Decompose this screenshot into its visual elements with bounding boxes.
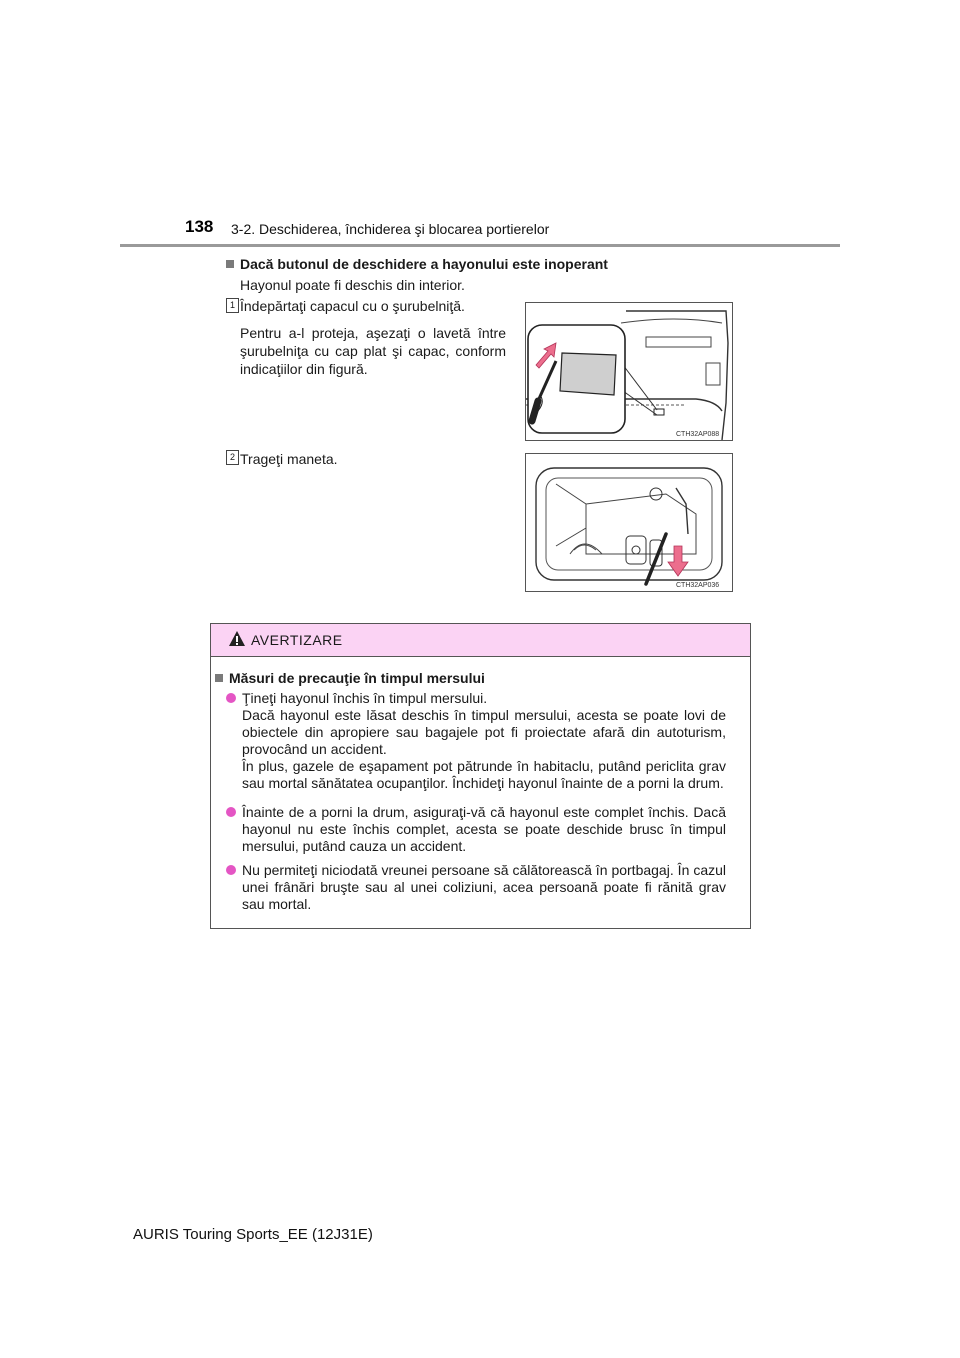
warning-header xyxy=(211,624,750,657)
footer-model-code: AURIS Touring Sports_EE (12J31E) xyxy=(133,1226,373,1243)
warning-box xyxy=(210,623,751,929)
bullet-dot-icon xyxy=(226,865,236,875)
page-number: 138 xyxy=(185,217,214,236)
warning-bullet-1-line-3: În plus, gazele de eşapament pot pătrunde în habitaclu, putând periclita grav sau mortal sănătatea ocupanţilor. Închideţi hayonul înainte de a porni la drum. xyxy=(242,758,726,791)
warning-bullet-1-line-2: Dacă hayonul este lăsat deschis în timpul mersului, acesta se poate lovi de obiectele din apropiere sau bagajele pot fi proiectate afară din autoturism, provocând un accident. xyxy=(242,707,726,757)
warning-subtitle xyxy=(215,670,485,686)
warning-bullet-1 xyxy=(226,690,726,792)
section-square-icon xyxy=(226,260,234,268)
figure-step-2 xyxy=(525,453,733,592)
bullet-dot-icon xyxy=(226,807,236,817)
warning-square-icon xyxy=(215,674,223,682)
step-1-note: Pentru a-l proteja, aşezaţi o lavetă între şurubelniţa cu cap plat şi capac, conform indicaţiilor din figură. xyxy=(240,325,506,377)
header-divider xyxy=(120,244,840,247)
section-intro: Hayonul poate fi deschis din interior. xyxy=(240,277,465,293)
warning-bullet-3 xyxy=(226,862,726,913)
warning-label: AVERTIZARE xyxy=(251,632,343,648)
figure-step-1 xyxy=(525,302,733,441)
step-2-text: Trageţi maneta. xyxy=(240,451,338,467)
figure-1-code: CTH32AP088 xyxy=(676,431,720,438)
warning-bullet-2 xyxy=(226,804,726,855)
screwdriver-cover-illustration xyxy=(526,303,732,440)
section-title xyxy=(226,256,608,272)
warning-bullet-3-line-1: Nu permiteţi niciodată vreunei persoane să călătorească în portbagaj. În cazul unei frânări bruşte sau al unei coliziuni, acea persoană poate fi rănită grav sau mortal. xyxy=(242,862,726,912)
bullet-dot-icon xyxy=(226,693,236,703)
warning-subtitle-text: Măsuri de precauţie în timpul mersului xyxy=(229,670,485,686)
step-1-text: Îndepărtaţi capacul cu o şurubelniţă. xyxy=(240,298,465,314)
warning-triangle-icon xyxy=(228,630,246,647)
step-number-2: 2 xyxy=(226,450,239,465)
step-number-1: 1 xyxy=(226,298,239,313)
warning-bullet-1-line-1: Ţineţi hayonul închis în timpul mersului. xyxy=(242,690,488,706)
warning-bullet-2-line-1: Înainte de a porni la drum, asiguraţi-vă că hayonul este complet închis. Dacă hayonul nu este închis complet, acesta se poate deschide brusc în timpul mersului, putând cauza un accident. xyxy=(242,804,726,854)
figure-2-code: CTH32AP036 xyxy=(676,582,720,589)
section-title-text: Dacă butonul de deschidere a hayonului este inoperant xyxy=(240,256,608,272)
lever-pull-illustration xyxy=(526,454,732,591)
chapter-title: 3-2. Deschiderea, închiderea şi blocarea portierelor xyxy=(231,221,550,237)
